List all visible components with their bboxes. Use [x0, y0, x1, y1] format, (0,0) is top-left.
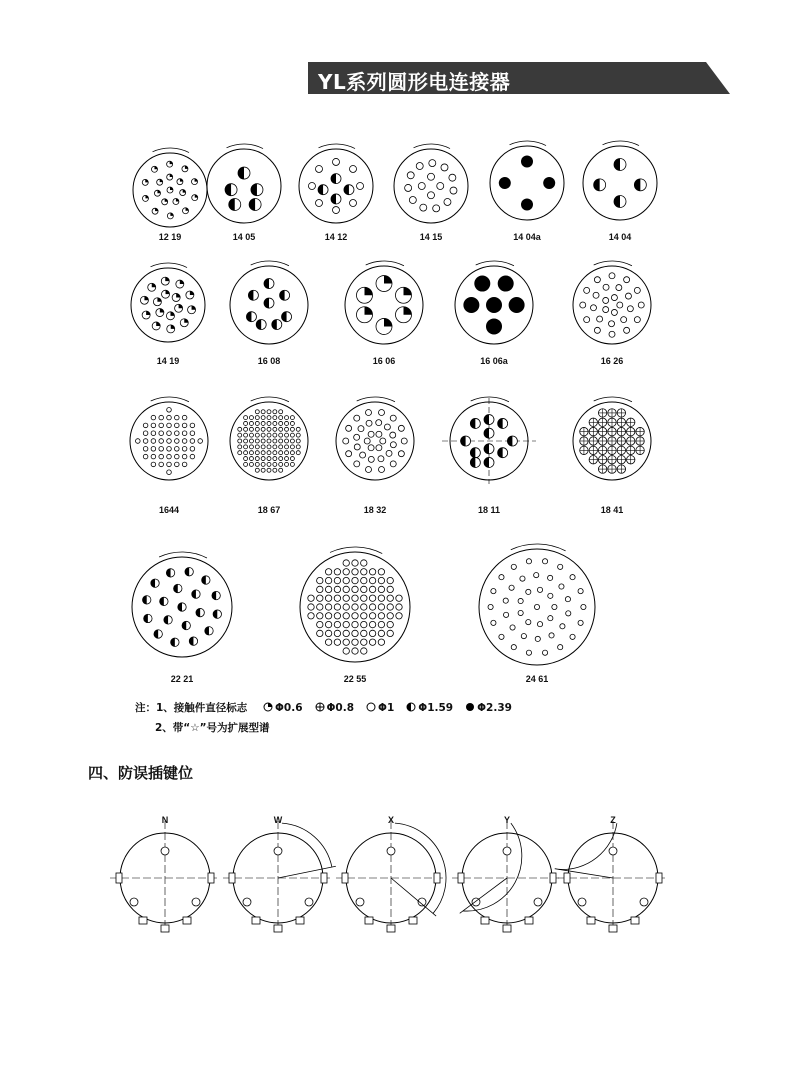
key-position-diagram	[555, 821, 668, 932]
connector-diagram	[455, 261, 533, 344]
key-position-label: Y	[503, 815, 510, 825]
connector-label: 16 08	[257, 356, 281, 366]
legend-item: Φ1.59	[406, 702, 453, 714]
section-title: 四、防误插键位	[88, 764, 194, 782]
connector-label: 12 19	[158, 232, 182, 242]
connector-diagram	[345, 261, 423, 344]
connector-diagram	[230, 397, 308, 480]
connector-label: 14 19	[156, 356, 180, 366]
connector-diagram	[442, 397, 536, 484]
key-position-diagram	[223, 821, 336, 932]
legend-item: Φ0.8	[315, 702, 355, 714]
page-title: YL系列圆形电连接器	[318, 70, 511, 94]
connector-diagram	[336, 397, 414, 480]
connector-label: 14 04	[608, 232, 632, 242]
connector-label: 18 41	[600, 505, 624, 515]
legend-item: Φ2.39	[465, 702, 512, 714]
key-position-label: W	[273, 815, 283, 825]
connector-label: 18 67	[257, 505, 281, 515]
connector-label: 14 12	[324, 232, 348, 242]
notes	[135, 698, 512, 738]
key-position-label: X	[387, 815, 394, 825]
connector-diagram	[130, 397, 208, 480]
connector-diagram	[583, 141, 657, 220]
connector-diagram	[133, 148, 207, 227]
connector-label: 18 11	[477, 505, 501, 515]
connector-diagram	[394, 144, 468, 223]
connector-diagram	[573, 261, 651, 344]
connector-diagram	[490, 141, 564, 220]
connector-diagram	[230, 261, 308, 344]
connector-label: 22 21	[170, 674, 194, 684]
diameter-legend	[251, 702, 512, 714]
connector-label: 14 05	[232, 232, 256, 242]
connector-label: 16 26	[600, 356, 624, 366]
key-position-label: N	[161, 815, 169, 825]
connector-label: 22 55	[343, 674, 367, 684]
key-position-diagram	[110, 821, 220, 932]
connector-label: 14 15	[419, 232, 443, 242]
key-position-diagram	[336, 821, 446, 932]
legend-item: Φ0.6	[263, 702, 303, 714]
note-line-1: 注：1、接触件直径标志 Φ0.6 Φ0.8 Φ1 Φ1.59 Φ2.39	[135, 702, 512, 714]
connector-diagram	[479, 544, 595, 665]
connector-label: 1644	[158, 505, 180, 515]
legend-item: Φ1	[366, 702, 394, 714]
connector-label: 16 06	[372, 356, 396, 366]
connector-diagram	[131, 263, 205, 342]
connector-diagram	[132, 552, 232, 657]
connector-label: 24 61	[525, 674, 549, 684]
connector-diagram	[573, 397, 651, 480]
connector-label: 18 32	[363, 505, 387, 515]
note-line-2: 2、带“☆”号为扩展型谱	[155, 722, 270, 734]
connector-label: 16 06a	[480, 356, 508, 366]
key-position-label: Z	[610, 815, 616, 825]
connector-diagram	[299, 144, 373, 223]
connector-diagram	[300, 547, 410, 662]
key-position-diagram	[452, 821, 562, 932]
connector-label: 14 04a	[513, 232, 541, 242]
connector-diagram	[207, 144, 281, 223]
